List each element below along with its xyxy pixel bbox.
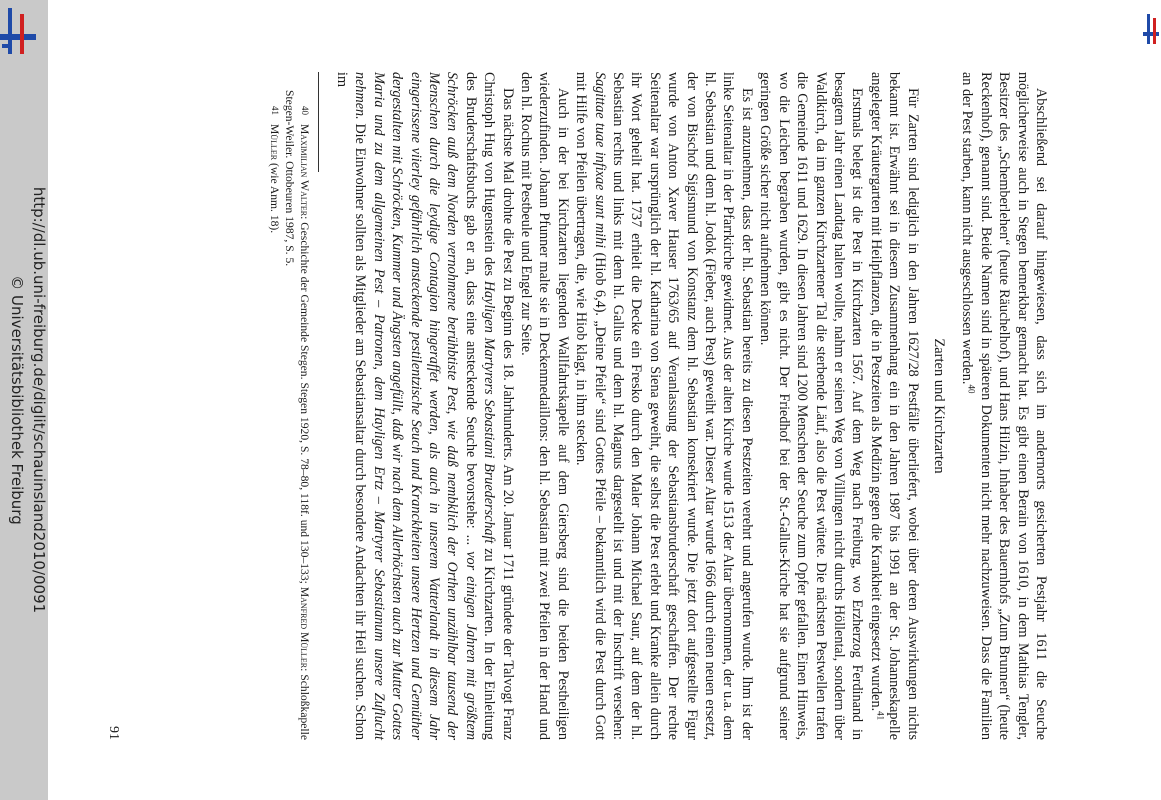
viewer-margin-strip [0,0,48,800]
watermark-url[interactable]: http://dl.ub.uni-freiburg.de/diglit/schauinsland2010/0091 [30,186,48,614]
paragraph-3: Erstmals belegt ist die Pest in Kirchzarten 1567. Auf dem Weg nach Freiburg, wo Erzherzog Ferdinand in besagtem Jahr einen Landtag halten wollte, nahm er seinen Weg von Villingen nicht durchs Höllental, sondern über Waldkirch, da im ganzen Kirchzartener Tal die sterbende Läuf, also die Pest wütete. Die nächsten Pestwellen trafen die Gemeinde 1611 und 1629. In diesen Jahren sind 1200 Menschen der Seuche zum Opfer gefallen. Einen Hinweis, wo die Leichen begraben wurden, gibt es nicht. Der Friedhof bei der St.-Gallus-Kirche hat sie aufgrund seiner geringen Größe sicher nicht aufnehmen können. [757,72,866,740]
book-page [96,20,1106,780]
page-number: 91 [106,726,122,740]
footnote-41: 41Müller (wie Anm. 18). [267,106,281,234]
footnote-40: 40Maximilian Walter: Geschichte der Gemeinde Stegen. Stegen 1920, S. 78–80, 118f. und 130–133; Manfred Müller: Schloßkapelle Stegen-Weiler. Ottobeuren 1987, S. 5. [282,90,311,740]
paragraph-1: Abschließend sei darauf hingewiesen, dass sich im andernorts gesicherten Pestjahr 1611 die Seuche möglicherweise auch in Stegen bemerkbar gemacht hat. Es gibt einen Berain von 1610, in dem Mathias Tengler, Besitzer des „Schemberlehen“ (heute Räuchelhof), und Hans Hilzin, Inhaber des Bauernhofs „Zum Brunnen“ (heute Reckenhof), genannt sind. Beide Namen sind in späteren Dokumenten nicht mehr nachzuweisen. Dass die Familien an der Pest starben, kann nicht ausgeschlossen werden.$^{40}$ [959,72,1049,740]
watermark-copyright: © Universitätsbibliothek Freiburg [8,275,26,525]
footnote-rule [318,72,319,172]
paragraph-4: Es ist anzunehmen, dass der hl. Sebastian bereits zu diesen Pestzeiten verehrt und angerufen wurde. Ihm ist der linke Seitenaltar in der Pfarrkirche gewidmet. Aus der alten Kirche wurde 1513 der Altar übernommen, der u.a. dem hl. Sebastian und dem hl. Jodok (Fieber, auch Pest) geweiht war. Dieser Altar wurde 1666 durch einen neuen ersetzt, der von Bischof Sigismund von Konstanz dem hl. Sebastian konsekriert wurde. Die jetzt dort aufgestellte Figur wurde von Anton Xaver Hauser 1763/65 auf Veranlassung der Sebastiansbruderschaft geschaffen. Der rechte Seitenaltar war ursprünglich der hl. Katharina von Siena geweiht, die selbst die Pest erlebt und Kranke allein durch ihr Wort geheilt hat. 1737 erhielt die Decke ein Fresko durch den Maler Johann Michael Saur, auf dem der hl. Sebastian rechts und links mit dem hl. Gallus und dem hl. Magnus dargestellt ist und mit der Inschrift versehen: Sagittae tuae infixae sunt mihi (Hiob 6,4). „Deine Pfeile“ sind Gottes Pfeile – bekanntlich wird die Pest durch Gott mit Hilfe von Pfeilen übertragen, die, wie Hiob klagt, in ihm stecken. [573,72,755,741]
section-heading: Zarten und Kirchzarten [930,338,947,474]
paragraph-5: Auch in der bei Kirchzarten liegenden Wallfahrtskapelle auf dem Giersberg sind die beiden Pestheiligen wiederzufinden. Johann Pfunner malte sie in Deckenmedaillons: den hl. Sebastian mit zwei Pfeilen in der Hand und den hl. Rochus mit Pestbeule und Engel zur Seite. [518,72,571,740]
paragraph-2: Für Zarten sind lediglich in den Jahren 1627/28 Pestfälle überliefert, wobei über deren Auswirkungen nichts bekannt ist. Erwähnt sei in diesem Zusammenhang ein in den Jahren 1987 bis 1991 an der St. Johanneskapelle angelegter Kräutergarten mit Heilpflanzen, die in Pestzeiten als Medizin gegen die Krankheit eingesetzt wurden.$^{41}$ [867,72,921,740]
watermark [6,5,50,795]
corner-logo-icon [1143,8,1159,48]
paragraph-6: Das nächste Mal drohte die Pest zu Beginn des 18. Jahrhunderts. Am 20. Januar 1711 gründete der Talvogt Franz Christoph Hug von Hugenstein des Hayligen Martyrers Sebastiani Bruederschaft zu Kirchzarten. In der Einleitung des Bruderschaftsbuchs gab er an, dass eine ansteckende Seuche bevorstehe: ... vor einigen Jahren mit größtem Schröcken auß dem Norden vernohmene berühbtiste Pest, wie daß nembklich der Orthen unzählbar tausend der Menschen durch die leydige Contagion hingeraffet werden, als auch in unserem Vatterlandt in diesem Jahr eingerissene viierley gefährlich ansteckende pestilentzische Seuch und Kranckheiten unsere Hertzen und Gemüther dergestalten mit Schröcken, Kummer und Ängsten angefüllt, daß wir nach dem Allerhöchsten auch zur Mutter Gottes Maria und zu dem allgemeinen Pest – Patronen, dem Hayligen Ertz – Martyrer Sebastianum unsere Zuflucht nehmen. Die Einwohner sollten als Mitglieder am Sebastiansaltar durch besondere Andachten ihr Heil suchen. Schon im [333,72,516,741]
